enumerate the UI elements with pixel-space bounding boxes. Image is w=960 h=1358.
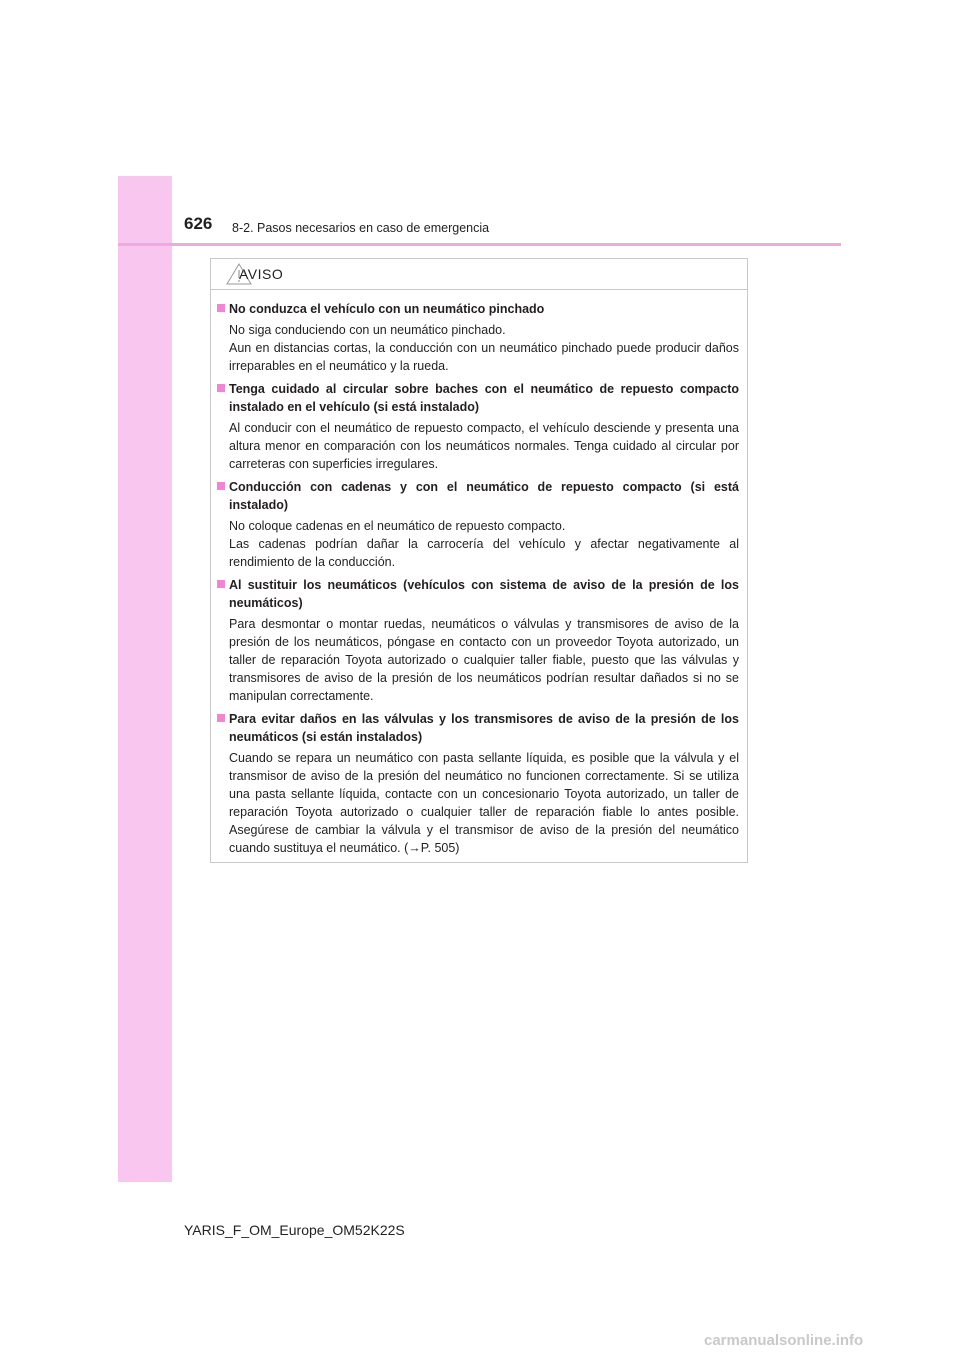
warning-item-heading — [217, 380, 739, 416]
warning-item-text — [217, 419, 739, 473]
watermark: carmanualsonline.info — [704, 1332, 864, 1349]
warning-item-paragraph: Aun en distancias cortas, la conducción con un neumático pinchado puede producir daños irreparables en el neumático y la rueda. — [229, 341, 739, 373]
warning-item — [217, 380, 739, 473]
warning-item — [217, 300, 739, 375]
warning-label: AVISO — [239, 266, 284, 282]
warning-item-heading — [217, 300, 739, 318]
warning-box — [210, 258, 748, 863]
warning-item-text — [217, 615, 739, 705]
warning-item-paragraph: No siga conduciendo con un neumático pinchado. — [229, 323, 506, 337]
warning-item-heading — [217, 710, 739, 746]
warning-body — [211, 290, 747, 857]
header-rule — [118, 243, 841, 246]
document-code: YARIS_F_OM_Europe_OM52K22S — [184, 1222, 405, 1238]
warning-item-heading — [217, 478, 739, 514]
warning-item-paragraph: Cuando se repara un neumático con pasta sellante líquida, es posible que la válvula y el transmisor de aviso de la presión del neumático no funcionen correctamente. Si se utiliza una pasta sellante líquida, contacte con un concesionario Toyota autorizado, un taller de reparación Toyota autorizado o cualquier taller de reparación fiable lo antes posible. Asegúrese de cambiar la válvula y el transmisor de aviso de la presión del neumático cuando sustituya el neumático. (→P. 505) — [229, 751, 739, 855]
warning-item-text — [217, 321, 739, 375]
warning-item-paragraph: Para desmontar o montar ruedas, neumáticos o válvulas y transmisores de aviso de la presión de los neumáticos, póngase en contacto con un proveedor Toyota autorizado, un taller de reparación Toyota autorizado o cualquier taller fiable, puesto que las válvulas y transmisores de aviso de la presión de los neumáticos podrían resultar dañados si no se manipulan correctamente. — [229, 617, 739, 703]
square-bullet-icon — [217, 580, 225, 588]
warning-item-text — [217, 517, 739, 571]
section-title: 8-2. Pasos necesarios en caso de emergencia — [232, 221, 490, 235]
warning-item-heading-text: Para evitar daños en las válvulas y los transmisores de aviso de la presión de los neumáticos (si están instalados) — [229, 712, 739, 744]
warning-item-paragraph: Las cadenas podrían dañar la carrocería del vehículo y afectar negativamente al rendimiento de la conducción. — [229, 537, 739, 569]
warning-item — [217, 576, 739, 705]
square-bullet-icon — [217, 304, 225, 312]
warning-header — [211, 259, 747, 290]
square-bullet-icon — [217, 384, 225, 392]
side-band — [118, 176, 172, 1182]
warning-item-text — [217, 749, 739, 857]
warning-item-heading-text: Tenga cuidado al circular sobre baches con el neumático de repuesto compacto instalado en el vehículo (si está instalado) — [229, 382, 739, 414]
warning-item-heading-text: Al sustituir los neumáticos (vehículos con sistema de aviso de la presión de los neumáticos) — [229, 578, 739, 610]
warning-item-heading-text: Conducción con cadenas y con el neumático de repuesto compacto (si está instalado) — [229, 480, 739, 512]
warning-item-heading-text: No conduzca el vehículo con un neumático pinchado — [229, 302, 545, 316]
square-bullet-icon — [217, 482, 225, 490]
warning-item-paragraph: Al conducir con el neumático de repuesto compacto, el vehículo desciende y presenta una altura menor en comparación con los neumáticos normales. Tenga cuidado al circular por carreteras con superficies irregulares. — [229, 421, 739, 471]
page-number: 626 — [184, 214, 213, 233]
warning-item — [217, 478, 739, 571]
square-bullet-icon — [217, 714, 225, 722]
warning-item — [217, 710, 739, 857]
warning-item-heading — [217, 576, 739, 612]
warning-item-paragraph: No coloque cadenas en el neumático de repuesto compacto. — [229, 519, 566, 533]
